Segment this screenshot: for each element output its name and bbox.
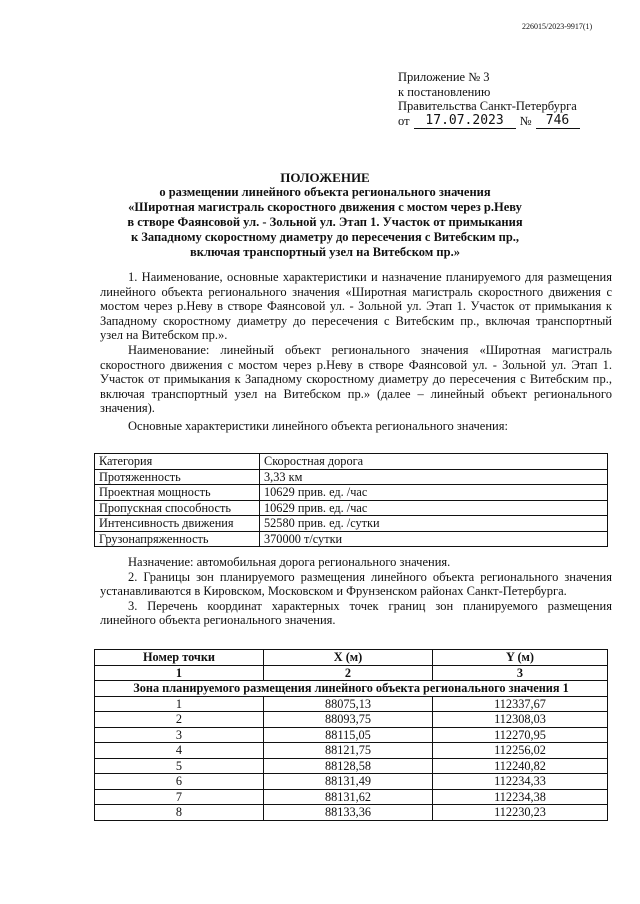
characteristic-value: 52580 прив. ед. /сутки	[260, 516, 608, 532]
column-number-row	[95, 665, 608, 681]
point-number: 1	[95, 696, 264, 712]
characteristic-value: 370000 т/сутки	[260, 531, 608, 547]
title-line-3: в створе Фаянсовой ул. - Зольной ул. Этап 1. Участок от примыкания	[127, 215, 523, 229]
coords-row	[95, 758, 608, 774]
coords-row	[95, 696, 608, 712]
point-number: 6	[95, 774, 264, 790]
characteristic-key: Категория	[95, 454, 260, 470]
paragraph-1: 1. Наименование, основные характеристики и назначение планируемого для размещения линейного объекта регионального значения «Широтная магистраль скоростного движения с мостом через р.Неву в створе Фаянсовой ул. - Зольной ул. Этап 1. Участок от примыкания к Западному скоростному диаметру до пересечения с Витебским пр., включая транспортный узел на Витебском пр.».	[100, 270, 612, 343]
characteristic-value: Скоростная дорога	[260, 454, 608, 470]
y-coordinate: 112256,02	[433, 743, 608, 759]
section-2	[100, 555, 612, 628]
paragraph-4: Назначение: автомобильная дорога регионального значения.	[128, 555, 451, 569]
col-number-3: 3	[433, 665, 608, 681]
x-coordinate: 88131,62	[264, 789, 433, 805]
coords-row	[95, 727, 608, 743]
coords-row	[95, 789, 608, 805]
appendix-signature-line	[398, 114, 580, 129]
appendix-line-1: Приложение № 3	[398, 70, 490, 84]
characteristic-value: 10629 прив. ед. /час	[260, 500, 608, 516]
characteristic-value: 10629 прив. ед. /час	[260, 485, 608, 501]
title-line-4: к Западному скоростному диаметру до пересечения с Витебским пр.,	[130, 230, 520, 244]
resolution-number: 746	[536, 114, 580, 129]
paragraph-6: 3. Перечень координат характерных точек границ зон планируемого размещения линейного объекта регионального значения.	[100, 598, 612, 628]
point-number: 3	[95, 727, 264, 743]
col-number-2: 2	[264, 665, 433, 681]
zone-row	[95, 681, 608, 697]
document-title	[90, 170, 560, 260]
paragraph-2: Наименование: линейный объект регионального значения «Широтная магистраль скоростного движения с мостом через р.Неву в створе Фаянсовой ул. - Зольной ул. Этап 1. Участок от примыкания к Западному скоростному диаметру до пересечения с Витебским пр., включая транспортный узел на Витебском пр.» (далее – линейный объект регионального значения).	[100, 342, 612, 416]
title-heading: ПОЛОЖЕНИЕ	[280, 170, 370, 185]
point-number: 4	[95, 743, 264, 759]
from-label: от	[398, 114, 410, 128]
point-number: 2	[95, 712, 264, 728]
appendix-block	[398, 70, 580, 129]
y-coordinate: 112337,67	[433, 696, 608, 712]
characteristic-row	[95, 516, 608, 532]
appendix-line-2: к постановлению	[398, 84, 491, 99]
coords-header-row	[95, 650, 608, 666]
characteristic-row	[95, 485, 608, 501]
point-number: 7	[95, 789, 264, 805]
header-y: Y (м)	[433, 650, 608, 666]
title-line-2: «Широтная магистраль скоростного движения с мостом через р.Неву	[128, 200, 522, 214]
coordinates-table	[94, 649, 608, 821]
paragraph-5: 2. Границы зон планируемого размещения линейного объекта регионального значения устанавливаются в Кировском, Московском и Фрунзенском районах Санкт-Петербурга.	[100, 569, 612, 599]
coords-row	[95, 774, 608, 790]
resolution-date: 17.07.2023	[414, 114, 516, 129]
header-point-number: Номер точки	[95, 650, 264, 666]
appendix-line-3: Правительства Санкт-Петербурга	[398, 99, 577, 113]
title-line-5: включая транспортный узел на Витебском пр.»	[190, 245, 460, 259]
section-1	[100, 270, 612, 434]
x-coordinate: 88121,75	[264, 743, 433, 759]
number-label: №	[519, 114, 532, 128]
header-x: X (м)	[264, 650, 433, 666]
characteristic-key: Пропускная способность	[95, 500, 260, 516]
coords-row	[95, 743, 608, 759]
x-coordinate: 88093,75	[264, 712, 433, 728]
characteristic-key: Протяженность	[95, 469, 260, 485]
characteristic-row	[95, 469, 608, 485]
characteristic-key: Грузонапряженность	[95, 531, 260, 547]
characteristic-value: 3,33 км	[260, 469, 608, 485]
y-coordinate: 112234,38	[433, 789, 608, 805]
characteristic-row	[95, 454, 608, 470]
col-number-1: 1	[95, 665, 264, 681]
y-coordinate: 112230,23	[433, 805, 608, 821]
point-number: 8	[95, 805, 264, 821]
title-line-1: о размещении линейного объекта регионального значения	[159, 185, 491, 199]
characteristic-row	[95, 500, 608, 516]
y-coordinate: 112308,03	[433, 712, 608, 728]
point-number: 5	[95, 758, 264, 774]
coords-row	[95, 712, 608, 728]
coords-row	[95, 805, 608, 821]
characteristics-table	[94, 453, 608, 547]
x-coordinate: 88075,13	[264, 696, 433, 712]
zone-label: Зона планируемого размещения линейного объекта регионального значения 1	[95, 681, 608, 697]
document-id: 226015/2023-9917(1)	[522, 22, 593, 31]
paragraph-3: Основные характеристики линейного объекта регионального значения:	[128, 418, 508, 433]
x-coordinate: 88128,58	[264, 758, 433, 774]
y-coordinate: 112234,33	[433, 774, 608, 790]
x-coordinate: 88131,49	[264, 774, 433, 790]
y-coordinate: 112240,82	[433, 758, 608, 774]
y-coordinate: 112270,95	[433, 727, 608, 743]
characteristic-key: Интенсивность движения	[95, 516, 260, 532]
x-coordinate: 88115,05	[264, 727, 433, 743]
characteristic-row	[95, 531, 608, 547]
x-coordinate: 88133,36	[264, 805, 433, 821]
characteristic-key: Проектная мощность	[95, 485, 260, 501]
